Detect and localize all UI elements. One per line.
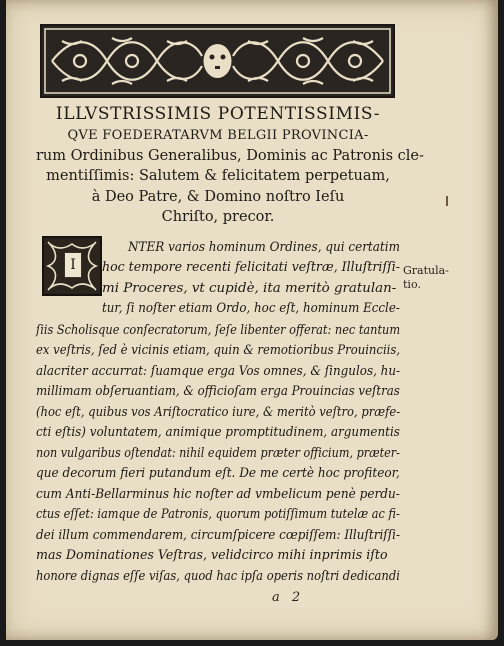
floral-ornament-icon [42, 26, 393, 96]
marginal-note-line-2: tio. [403, 278, 421, 291]
body-line-3: mi Proceres, vt cupidè, ita meritò gratulan- [102, 281, 397, 296]
body-line-13: cum Anti-Bellarminus hic noſter ad vmbelicum penè perdu- [36, 486, 400, 501]
heading-line-6: Chriſto, precor. [161, 209, 275, 225]
body-line-2: hoc tempore recenti felicitati veſtræ, Illuſtriſſi- [102, 260, 400, 275]
signature-mark: a 2 [272, 590, 305, 605]
body-line-15: dei illum commendarem, circumſpicere cœpiſſem: Illuſtriſſi- [36, 527, 401, 542]
heading-line-1: ILLVSTRISSIMIS POTENTISSIMIS- [55, 104, 381, 124]
body-line-7: alacriter accurrat: ſuamque erga Vos omnes, & ſingulos, hu- [36, 363, 401, 378]
body-line-6: ex veſtris, ſed è vicinis etiam, quin & remotioribus Prouinciis, [36, 342, 401, 357]
body-line-9: (hoc eſt, quibus vos Ariſtocratico iure, & meritò veſtro, præfe- [36, 404, 401, 419]
body-line-4: tur, ſi noſter etiam Ordo, hoc eſt, hominum Eccle- [102, 301, 400, 316]
ink-mark [446, 196, 448, 206]
body-line-8: millimam obſeruantiam, & officioſam erga Prouincias veſtras [36, 383, 400, 398]
body-line-16: mas Dominationes Veſtras, velidcirco mihi inprimis iſto [36, 547, 388, 562]
heading-line-5: à Deo Patre, & Domino noſtro Ieſu [91, 189, 345, 205]
marginal-note-line-1: Gratula- [403, 264, 449, 277]
heading-line-3: rum Ordinibus Generalibus, Dominis ac Patronis cle- [36, 148, 424, 164]
heading-line-2: QVE FOEDERATARVM BELGII PROVINCIA- [67, 128, 369, 143]
body-line-11: non vulgaribus oſtendat: nihil equidem præter officium, præter- [36, 445, 400, 460]
ornamental-headpiece [40, 24, 395, 98]
body-line-5: ſiis Scholisque conſecratorum, ſeſe libenter offerat: nec tantum [36, 322, 401, 337]
body-line-1: NTER varios hominum Ordines, qui certatim [128, 240, 400, 255]
body-line-12: que decorum fieri putandum eſt. De me certè hoc profiteor, [36, 465, 400, 480]
initial-letter: I [64, 252, 82, 278]
body-line-14: ctus eſſet: iamque de Patronis, quorum potiſſimum tutelæ ac fi- [36, 506, 400, 521]
body-line-17: honore dignas eſſe viſas, quod hac ipſa operis noſtri dedicandi [36, 568, 400, 583]
body-line-10: cti eſtis) voluntatem, animique promptitudinem, argumentis [36, 424, 400, 439]
heading-line-4: mentiſſimis: Salutem & felicitatem perpetuam, [46, 168, 390, 184]
